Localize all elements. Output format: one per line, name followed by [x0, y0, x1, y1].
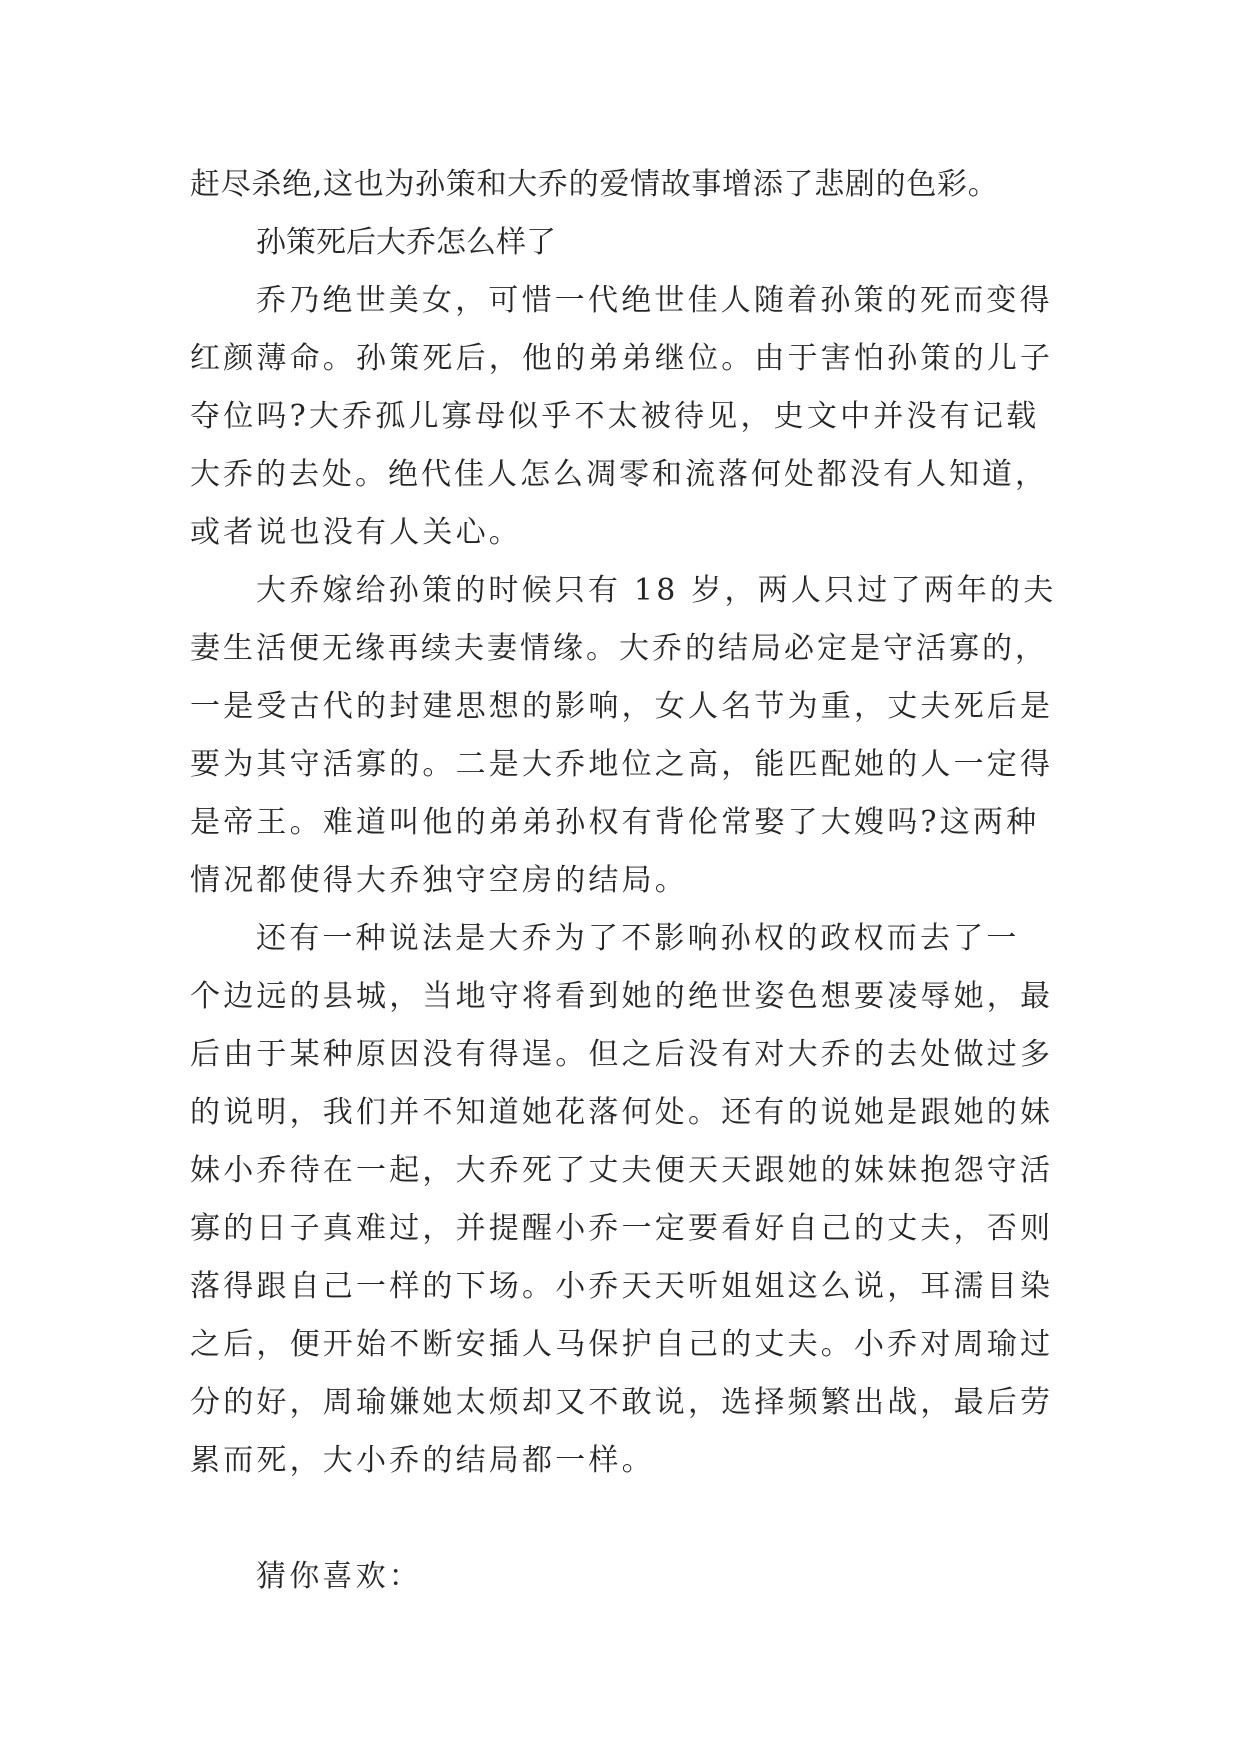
paragraph-line: 夺位吗?大乔孤儿寡母似乎不太被待见，史文中并没有记载 — [190, 399, 1040, 434]
paragraph-line: 妻生活便无缘再续夫妻情缘。大乔的结局必定是守活寡的， — [190, 631, 1048, 666]
paragraph-line: 累而死，大小乔的结局都一样。 — [190, 1443, 655, 1478]
recommendation-heading: 猜你喜欢： — [256, 1559, 422, 1594]
paragraph-line: 大乔的去处。绝代佳人怎么凋零和流落何处都没有人知道， — [190, 457, 1048, 492]
paragraph-line: 分的好，周瑜嫌她太烦却又不敢说，选择频繁出战，最后劳 — [190, 1385, 1054, 1420]
paragraph-line: 一是受古代的封建思想的影响，女人名节为重，丈夫死后是 — [190, 689, 1054, 724]
paragraph-line: 乔乃绝世美女，可惜一代绝世佳人随着孙策的死而变得 — [256, 283, 1053, 318]
paragraph-line: 还有一种说法是大乔为了不影响孙权的政权而去了一 — [256, 921, 1020, 956]
paragraph-line: 大乔嫁给孙策的时候只有 18 岁，两人只过了两年的夫 — [256, 573, 1057, 608]
paragraph-line: 寡的日子真难过，并提醒小乔一定要看好自己的丈夫，否则 — [190, 1211, 1054, 1246]
paragraph-line: 是帝王。难道叫他的弟弟孙权有背伦常娶了大嫂吗?这两种 — [190, 805, 1040, 840]
paragraph-line: 情况都使得大乔独守空房的结局。 — [190, 863, 688, 898]
section-heading: 孙策死后大乔怎么样了 — [256, 225, 556, 260]
paragraph-line: 个边远的县城，当地守将看到她的绝世姿色想要凌辱她，最 — [190, 979, 1054, 1014]
paragraph-line: 落得跟自己一样的下场。小乔天天听姐姐这么说，耳濡目染 — [190, 1269, 1054, 1304]
paragraph-line: 后由于某种原因没有得逞。但之后没有对大乔的去处做过多 — [190, 1037, 1054, 1072]
paragraph-line: 之后，便开始不断安插人马保护自己的丈夫。小乔对周瑜过 — [190, 1327, 1054, 1362]
paragraph-line: 红颜薄命。孙策死后，他的弟弟继位。由于害怕孙策的儿子 — [190, 341, 1054, 376]
paragraph-line: 妹小乔待在一起，大乔死了丈夫便天天跟她的妹妹抱怨守活 — [190, 1153, 1054, 1188]
paragraph-line: 要为其守活寡的。二是大乔地位之高，能匹配她的人一定得 — [190, 747, 1054, 782]
paragraph-line: 赶尽杀绝,这也为孙策和大乔的爱情故事增添了悲剧的色彩。 — [190, 167, 999, 202]
paragraph-line: 或者说也没有人关心。 — [190, 515, 522, 550]
paragraph-line: 的说明，我们并不知道她花落何处。还有的说她是跟她的妹 — [190, 1095, 1054, 1130]
